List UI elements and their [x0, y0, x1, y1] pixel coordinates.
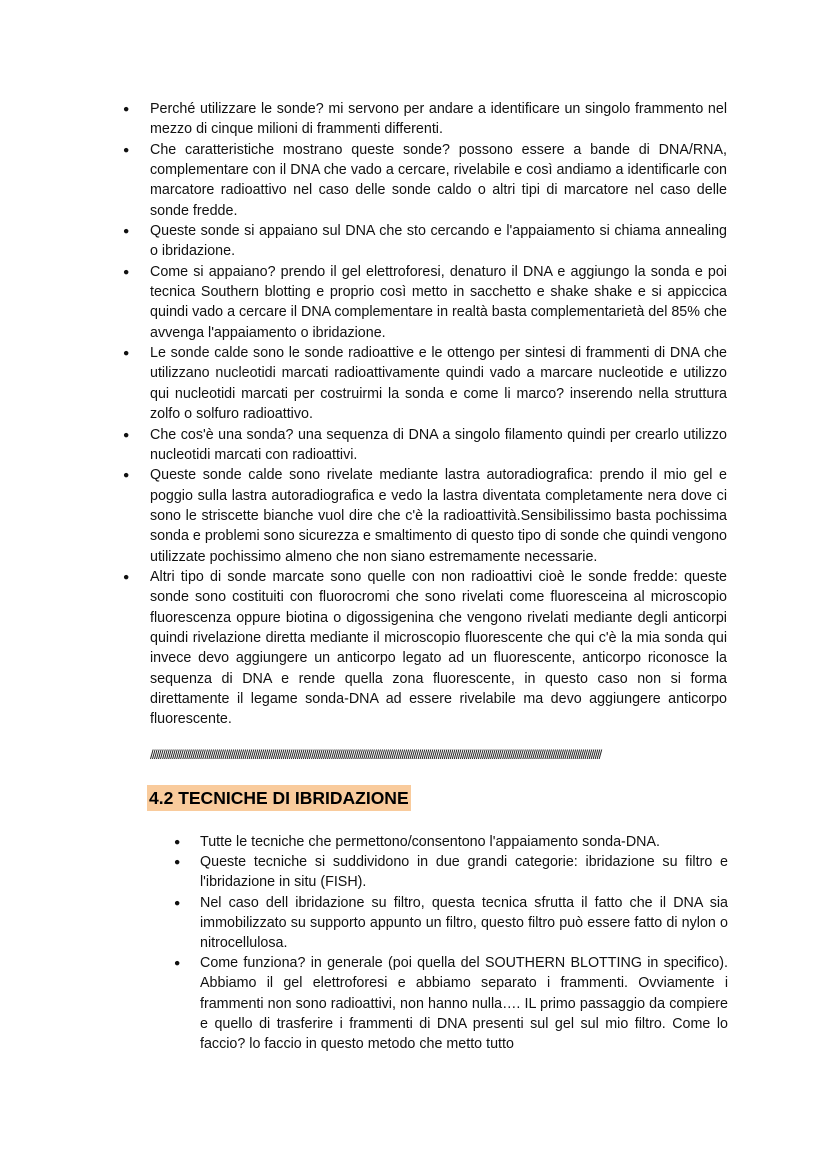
list-item: ● Queste sonde calde sono rivelate mediante lastra autoradiografica: prendo il mio gel e poggio sulla lastra autoradiografica e vedo la lastra diventata completamente nera dove ci sono le striscette bianche vuol dire che c'è la radioattività.Sensibilissimo basta pochissima sonda e problemi sono sicurezza e smaltimento di questo tipo di sonde che quindi vengono utilizzate pochissimo almeno che non siano estremamente necessarie. [121, 465, 727, 567]
list-item: ● Nel caso dell ibridazione su filtro, questa tecnica sfrutta il fatto che il DNA sia immobilizzato su supporto appunto un filtro, questo filtro può essere fatto di nylon o nitrocellulosa. [172, 893, 728, 954]
list-item: ● Che caratteristiche mostrano queste sonde? possono essere a bande di DNA/RNA, complementare con il DNA che vado a cercare, rivelabile e così andiamo a identificarle con marcatore radioattivo nel caso delle sonde caldo o altri tipi di marcatore nel caso delle sonde fredde. [121, 140, 727, 221]
list-item: ● Queste tecniche si suddividono in due grandi categorie: ibridazione su filtro e l'ibridazione in situ (FISH). [172, 852, 728, 892]
list-item: ● Altri tipo di sonde marcate sono quelle con non radioattivi cioè le sonde fredde: queste sonde sono costituiti con fluorocromi che sono rivelati come fluoresceina al microscopio fluorescenza oppure biotina o digossigenina che vengono rivelati mediante degli anticorpi quindi rivelazione diretta mediante il microscopio fluorescente che qui c'è la mia sonda qui invece devo aggiungere un anticorpo legato ad un fluorescente, anticorpo riconosce la sequenza di DNA e rende quella zona fluorescente, in questo caso non si forma direttamente il legame sonda-DNA ad essere rivelabile ma devo aggiungere anticorpo fluorescente. [121, 567, 727, 730]
probe-notes-list [121, 99, 727, 730]
list-item: ● Che cos'è una sonda? una sequenza di DNA a singolo filamento quindi per crearlo utilizzo nucleotidi marcati con radioattivi. [121, 425, 727, 466]
list-item: ● Perché utilizzare le sonde? mi servono per andare a identificare un singolo frammento nel mezzo di cinque milioni di frammenti differenti. [121, 99, 727, 140]
list-item: ● Come si appaiano? prendo il gel elettroforesi, denaturo il DNA e aggiungo la sonda e poi tecnica Southern blotting e proprio così metto in sacchetto e shake shake e si appiccica quindi vado a cercare il DNA complementare in realtà basta complementarietà del 85% che avvenga l'appaiamento o ibridazione. [121, 262, 727, 343]
hybridization-notes-list [172, 832, 728, 1054]
list-item: ● Queste sonde si appaiano sul DNA che sto cercando e l'appaiamento si chiama annealing o ibridazione. [121, 221, 727, 262]
separator-line: //////////////////////////////////////////////////////////////////////////////////////////////////////////////////////////////////////////////////////////////////////////////////////////////////////////////////////////////// [150, 747, 601, 762]
list-item: ● Tutte le tecniche che permettono/consentono l'appaiamento sonda-DNA. [172, 832, 728, 852]
list-item: ● Come funziona? in generale (poi quella del SOUTHERN BLOTTING in specifico). Abbiamo il gel elettroforesi e abbiamo separato i frammenti. Ovviamente i frammenti non sono radioattivi, non hanno nulla…. IL primo passaggio da compiere e quello di trasferire i frammenti di DNA presenti sul gel sul mio filtro. Come lo faccio? lo faccio in questo metodo che metto tutto [172, 953, 728, 1054]
section-heading: 4.2 TECNICHE DI IBRIDAZIONE [147, 785, 411, 811]
list-item: ● Le sonde calde sono le sonde radioattive e le ottengo per sintesi di frammenti di DNA che utilizzano nucleotidi marcati radioattivamente quindi vado a marcare nucleotide e utilizzo qui nucleotidi marcati per costruirmi la sonda e come li marco? inserendo nella struttura zolfo o solfuro radioattivo. [121, 343, 727, 424]
